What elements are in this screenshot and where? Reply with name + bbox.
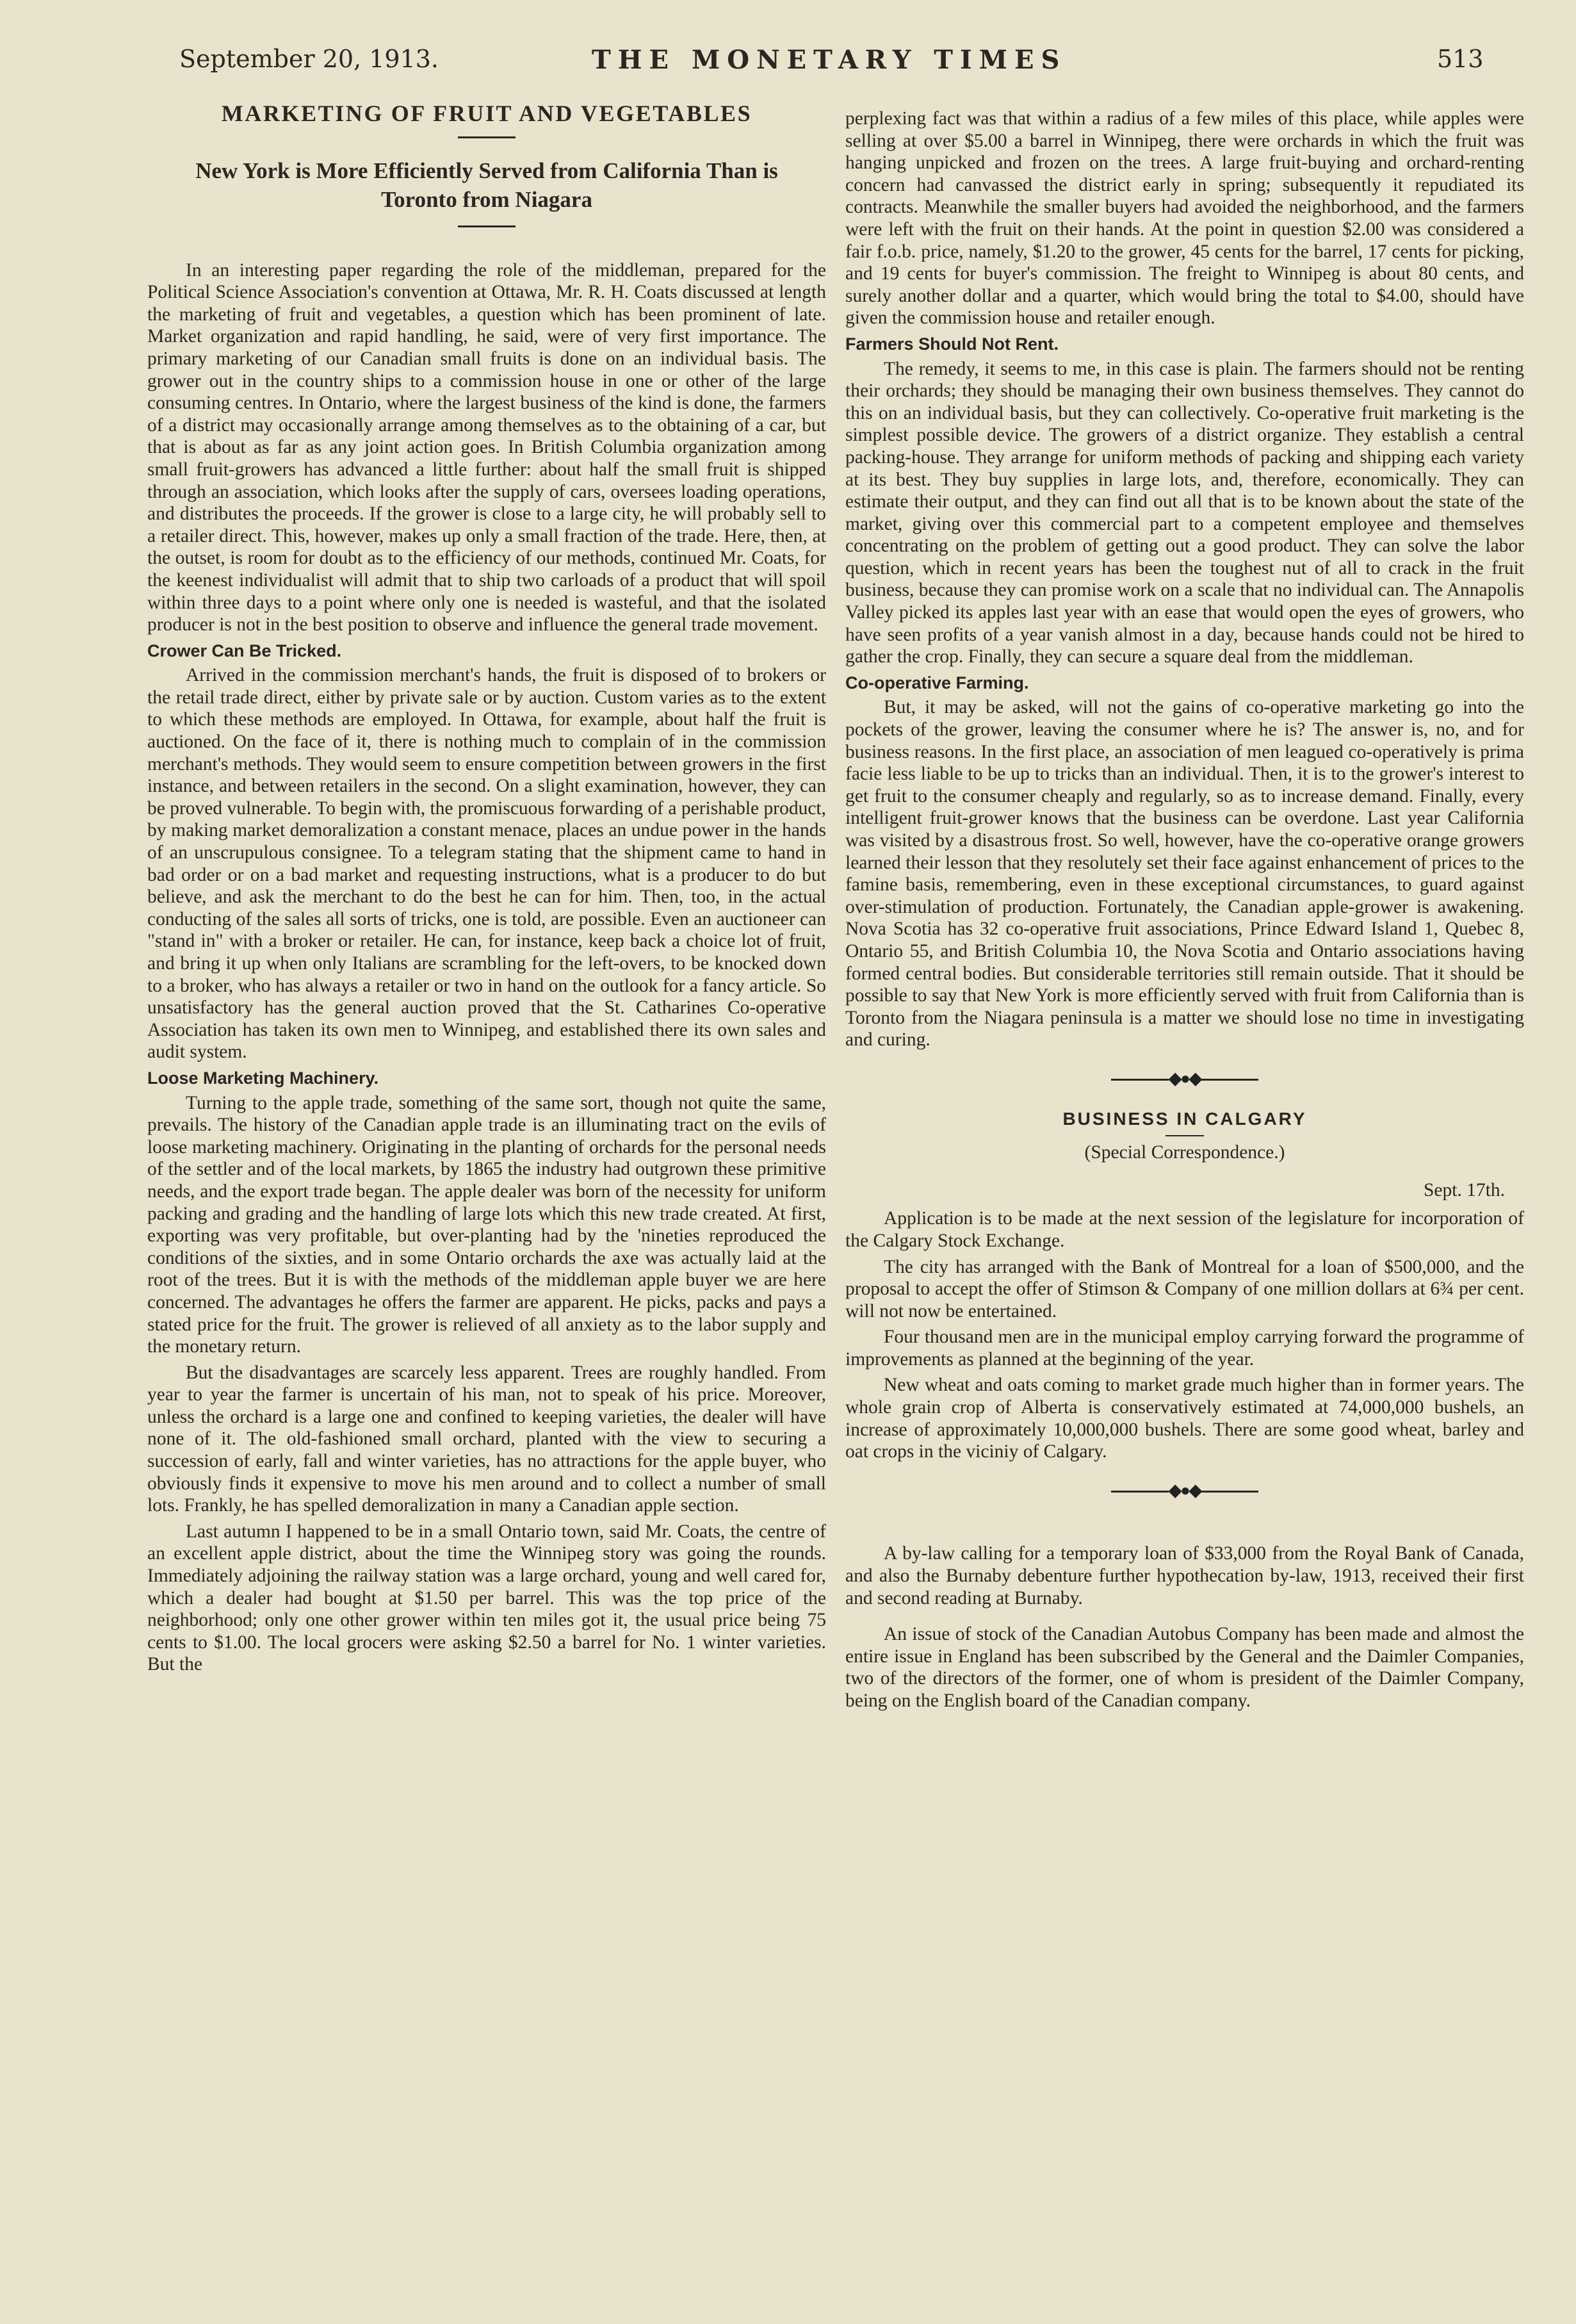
dateline: Sept. 17th. bbox=[1423, 1179, 1505, 1200]
section-ornament: ◆●◆ bbox=[845, 1068, 1524, 1090]
section-paragraph: Arrived in the commission merchant's hands, the fruit is disposed of to brokers or the retail trade direct, either by private sale or by auction. Custom varies as to the extent to which these methods are employed. In Ottawa, for example, about half the fruit is auctioned. On the face of it, there is nothing much to complain of in the commission merchant's methods. They would seem to ensure competition between growers in the first instance, and between retailers in the second. On a slight examination, however, they can be proved vulnerable. To begin with, the promiscuous forwarding of a perishable product, by making market demoralization a constant menace, places an undue power in the hands of an unscrupulous consignee. To a telegram stating that the shipment came to hand in bad order or on a bad market and requesting instructions, what is a producer to do but believe, and ask the merchant to do the best he can for him. Then, too, in the actual conducting of the sales all sorts of tricks, one is told, are possible. Even an auctioneer can "stand in" with a broker or retailer. He can, for instance, keep back a choice lot of fruit, and bring it up when only Italians are scrambling for the left-overs, to be knocked down to a broker, who has always a retailer or two in hand on the outlook for a fancy article. So unsatisfactory has the general auction proved that the St. Catharines Co-operative Association has taken its own men to Winnipeg, and established there its own sales and audit system. bbox=[147, 665, 826, 1063]
subtitle-rule bbox=[458, 225, 516, 227]
title-rule bbox=[458, 136, 516, 138]
calgary-paragraph: Four thousand men are in the municipal employ carrying forward the programme of improvements as planned at the beginning of the year. bbox=[845, 1327, 1524, 1370]
section-heading-farmers-rent: Farmers Should Not Rent. bbox=[845, 334, 1059, 354]
continued-paragraph: perplexing fact was that within a radius of a few miles of this place, while apples were selling at over $5.00 a barrel in Winnipeg, there were orchards in which the fruit was hanging unpicked and frozen on the trees. A large fruit-buying and orchard-renting concern had canvassed the district early in spring; subsequently it repudiated its contracts. Meanwhile the smaller buyers had avoided the neighborhood, and the farmers were left with the fruit on their hands. At the point in question $2.00 was considered a fair f.o.b. price, namely, $1.20 to the grower, 45 cents for the barrel, 17 cents for picking, and 19 cents for buyer's commission. The freight to Winnipeg is about 80 cents, and surely another dollar and a quarter, which would bring the total to $4.00, should have given the commission house and retailer enough. bbox=[845, 108, 1524, 329]
section-paragraph: Turning to the apple trade, something of the same sort, though not quite the same, prevails. The history of the Canadian apple trade is an illuminating tract on the evils of loose marketing machinery. Originating in the planting of orchards for the personal needs of the settler and of the local markets, by 1865 the industry had outgrown these primitive needs, and the export trade began. The apple dealer was born of the necessity for uniform packing and grading and the handling of large lots which this new trade created. At first, exporting was very profitable, but over-planting had by the 'nineties reproduced the conditions of the sixties, and in some Ontario orchards the axe was actually laid at the root of the trees. But it is with the methods of the middleman apple buyer we are here concerned. The advantages he offers the farmer are apparent. He picks, packs and pays a stated price for the fruit. The grower is relieved of all anxiety as to the labor supply and the monetary return. bbox=[147, 1092, 826, 1357]
intro-paragraph: In an interesting paper regarding the role of the middleman, prepared for the Political Science Association's convention at Ottawa, Mr. R. H. Coats discussed at length the marketing of fruit and vegetables, a question which has been prominent of late. Market organization and rapid handling, he said, were of very first importance. The primary marketing of our Canadian small fruits is done on an individual basis. The grower out in the country ships to a commission house in one or other of the large consuming centres. In Ontario, where the largest business of the kind is done, the farmers of a district may occasionally arrange among themselves as to the obtaining of a car, but that is about as far as any joint action goes. In British Columbia organization among small fruit-growers has advanced a little further: about half the small fruit is shipped through an association, which looks after the supply of cars, oversees loading operations, and distributes the proceeds. If the grower is close to a large city, he will probably sell to a retailer direct. This, however, makes up only a small fraction of the trade. Here, then, at the outset, is room for doubt as to the efficiency of our methods, continued Mr. Coats, for the keenest individualist will admit that to ship two carloads of a product that will spoil within three days to a point where only one is needed is wasteful, and that the isolated producer is not in the best position to observe and influence the general trade movement. bbox=[147, 259, 826, 635]
section-paragraph: But, it may be asked, will not the gains of co-operative marketing go into the pockets of the grower, leaving the consumer where he is? The answer is, no, and for business reasons. In the first place, an association of men leagued co-operatively is prima facie less liable to be up to tricks than an individual. Then, it is to the grower's interest to get fruit to the consumer cheaply and regularly, so as to increase demand. Finally, every intelligent fruit-grower knows that the business can be overdone. Last year California was visited by a disastrous frost. So well, however, have the co-operative orange growers learned their lesson that they resolutely set their face against enhancement of prices to the famine basis, remembering, even in these exceptional circumstances, to guard against over-stimulation of production. Fortunately, the Canadian apple-grower is awakening. Nova Scotia has 32 co-operative fruit associations, Prince Edward Island 1, Quebec 8, Ontario 55, and British Columbia 10, the Nova Scotia and Ontario associations having formed central bodies. But considerable territories still remain outside. That it should be possible to say that New York is more efficiently served with fruit from California than is Toronto from the Niagara peninsula is a matter we should lose no time in investigating and curing. bbox=[845, 697, 1524, 1051]
page-number: 513 bbox=[1437, 45, 1484, 73]
calgary-paragraph: New wheat and oats coming to market grade much higher than in former years. The whole grain crop of Alberta is conservatively estimated at 74,000,000 bushels, an increase of approximately 10,000,000 bushels. There are some good wheat, barley and oat crops in the viciniy of Calgary. bbox=[845, 1375, 1524, 1462]
section-heading-grower-tricked: Crower Can Be Tricked. bbox=[147, 641, 342, 660]
section-heading-loose-marketing: Loose Marketing Machinery. bbox=[147, 1068, 379, 1088]
section-heading-cooperative: Co-operative Farming. bbox=[845, 673, 1029, 692]
publication-title: THE MONETARY TIMES bbox=[592, 45, 1067, 75]
section-paragraph: The remedy, it seems to me, in this case is plain. The farmers should not be renting their orchards; they should be managing their own business themselves. They cannot do this on an individual basis, but they can collectively. Co-operative fruit marketing is the simplest possible device. The growers of a district organize. They establish a central packing-house. They arrange for uniform methods of packing and shipping each variety at its best. They buy supplies in large lots, and, therefore, economically. They can estimate their output, and they can find out all that is to be known about the state of the market, giving over this commercial part to a competent employee and themselves concentrating on the problem of getting out a good product. They can solve the labor question, which in recent years has been the toughest nut of all to crack in the fruit business, because they can promise work on a scale that no individual can. The Annapolis Valley picked its apples last year with an ease that would open the eyes of growers, who have seen profits of a year vanish almost in a day, because hands could not be hired to gather the crop. Finally, they can secure a square deal from the middleman. bbox=[845, 358, 1524, 667]
section-paragraph: But the disadvantages are scarcely less apparent. Trees are roughly handled. From year to year the farmer is uncertain of his man, not to speak of his price. Moreover, unless the orchard is a large one and confined to keeping varieties, the dealer will have none of it. The old-fashioned small orchard, planted with the view to securing a succession of early, fall and winter varieties, has no attractions for the apple buyer, who obviously finds it expensive to move his men around and to collect a number of small lots. Frankly, he has spelled demoralization in many a Canadian apple section. bbox=[147, 1362, 826, 1516]
issue-date: September 20, 1913. bbox=[179, 45, 439, 73]
article-title: MARKETING OF FRUIT AND VEGETABLES bbox=[221, 101, 752, 126]
section-ornament: ◆●◆ bbox=[845, 1480, 1524, 1502]
section-paragraph: Last autumn I happened to be in a small Ontario town, said Mr. Coats, the centre of an excellent apple district, about the time the Winnipeg story was going the rounds. Immediately adjoining the railway station was a large orchard, young and well cared for, which a dealer had bought at $1.50 per barrel. This was the top price of the neighborhood; only one other grower within ten miles got it, the usual price being 75 cents to $1.00. The local grocers were asking $2.50 a barrel for No. 1 winter varieties. But the bbox=[147, 1521, 826, 1675]
calgary-rule bbox=[1166, 1135, 1204, 1136]
right-column bbox=[845, 108, 1524, 1716]
byline: (Special Correspondence.) bbox=[1084, 1142, 1285, 1163]
article-subtitle: New York is More Efficiently Served from California Than is Toronto from Niagara bbox=[195, 158, 778, 212]
news-item: A by-law calling for a temporary loan of $33,000 from the Royal Bank of Canada, and also the Burnaby debenture further hypothecation by-law, 1913, received their first and second reading at Burnaby. bbox=[845, 1543, 1524, 1608]
calgary-paragraph: Application is to be made at the next session of the legislature for incorporation of the Calgary Stock Exchange. bbox=[845, 1208, 1524, 1251]
left-column bbox=[147, 102, 826, 1680]
calgary-paragraph: The city has arranged with the Bank of Montreal for a loan of $500,000, and the proposal to accept the offer of Stimson & Company of one million dollars at 6¾ per cent. will not now be entertained. bbox=[845, 1256, 1524, 1322]
news-item: An issue of stock of the Canadian Autobus Company has been made and almost the entire issue in England has been subscribed by the General and the Daimler Companies, two of the directors of the former, one of whom is president of the Daimler Company, being on the English board of the Canadian company. bbox=[845, 1624, 1524, 1711]
article-title-calgary: BUSINESS IN CALGARY bbox=[1062, 1108, 1307, 1129]
